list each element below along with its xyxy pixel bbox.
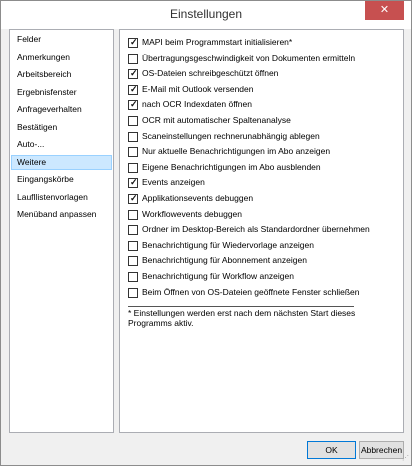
nav-item-anmerkungen[interactable]: Anmerkungen: [17, 51, 70, 62]
option-label: Eigene Benachrichtigungen im Abo ausblenden: [142, 161, 321, 172]
restart-note: * Einstellungen werden erst nach dem nächsten Start dieses Programms aktiv.: [128, 308, 356, 328]
option-label: nach OCR Indexdaten öffnen: [142, 99, 252, 110]
option-checkbox[interactable]: [128, 225, 138, 235]
option-label: Benachrichtigung für Abonnement anzeigen: [142, 255, 307, 266]
ok-button[interactable]: OK: [307, 441, 356, 459]
nav-item-eingangskörbe[interactable]: Eingangskörbe: [17, 174, 74, 184]
dialog-title: Einstellungen: [169, 7, 243, 21]
nav-item-ergebnisfenster[interactable]: Ergebnisfenster: [17, 86, 77, 97]
option-label: Workflowevents debuggen: [142, 208, 243, 219]
checkmark-icon: ✓: [130, 177, 138, 188]
cancel-button[interactable]: Abbrechen: [359, 441, 404, 459]
option-label: MAPI beim Programmstart initialisieren*: [142, 37, 293, 47]
option-checkbox[interactable]: [128, 116, 138, 126]
category-list[interactable]: [9, 29, 114, 433]
option-label: Events anzeigen: [142, 177, 205, 188]
resize-grip-icon[interactable]: ⋰: [402, 455, 409, 462]
options-panel: [119, 29, 404, 433]
option-label: Beim Öffnen von OS-Dateien geöffnete Fenster schließen: [142, 286, 360, 297]
checkmark-icon: ✓: [130, 68, 138, 79]
title-bar: [1, 1, 411, 29]
option-checkbox[interactable]: [128, 100, 138, 110]
option-checkbox[interactable]: [128, 38, 138, 48]
option-label: E-Mail mit Outlook versenden: [142, 83, 254, 94]
option-label: OCR mit automatischer Spaltenanalyse: [142, 115, 291, 125]
nav-item-menüband-anpassen[interactable]: Menüband anpassen: [17, 209, 97, 219]
option-label: Übertragungsgeschwindigkeit von Dokumenten ermitteln: [142, 52, 356, 63]
option-checkbox[interactable]: [128, 210, 138, 220]
checkmark-icon: ✓: [130, 193, 138, 203]
option-checkbox[interactable]: [128, 288, 138, 298]
option-checkbox[interactable]: [128, 241, 138, 251]
option-checkbox[interactable]: [128, 256, 138, 266]
option-checkbox[interactable]: [128, 132, 138, 142]
option-checkbox[interactable]: [128, 163, 138, 173]
option-label: Benachrichtigung für Wiedervorlage anzeigen: [142, 239, 314, 250]
close-button[interactable]: [365, 1, 404, 20]
nav-item-weitere[interactable]: Weitere: [11, 155, 112, 170]
nav-item-arbeitsbereich[interactable]: Arbeitsbereich: [17, 69, 72, 79]
option-checkbox[interactable]: [128, 194, 138, 204]
option-label: OS-Dateien schreibgeschützt öffnen: [142, 68, 279, 79]
option-checkbox[interactable]: [128, 85, 138, 95]
option-label: Scaneinstellungen rechnerunabhängig ablegen: [142, 130, 320, 141]
close-icon: ✕: [379, 4, 390, 16]
option-label: Applikationsevents debuggen: [142, 193, 254, 203]
option-checkbox[interactable]: [128, 147, 138, 157]
nav-item-auto[interactable]: Auto-...: [17, 139, 45, 149]
option-checkbox[interactable]: [128, 54, 138, 64]
checkmark-icon: ✓: [130, 37, 138, 47]
option-label: Nur aktuelle Benachrichtigungen im Abo anzeigen: [142, 146, 331, 157]
option-checkbox[interactable]: [128, 69, 138, 79]
nav-item-felder[interactable]: Felder: [17, 34, 42, 44]
option-checkbox[interactable]: [128, 272, 138, 282]
divider: [128, 306, 354, 307]
checkmark-icon: ✓: [130, 99, 138, 110]
option-label: Benachrichtigung für Workflow anzeigen: [142, 271, 294, 281]
nav-item-laufllistenvorlagen[interactable]: Laufllistenvorlagen: [17, 191, 88, 202]
nav-item-anfrageverhalten[interactable]: Anfrageverhalten: [17, 104, 82, 114]
option-checkbox[interactable]: [128, 178, 138, 188]
option-label: Ordner im Desktop-Bereich als Standardordner übernehmen: [142, 224, 370, 235]
nav-item-bestätigen[interactable]: Bestätigen: [17, 121, 58, 132]
checkmark-icon: ✓: [130, 83, 138, 94]
